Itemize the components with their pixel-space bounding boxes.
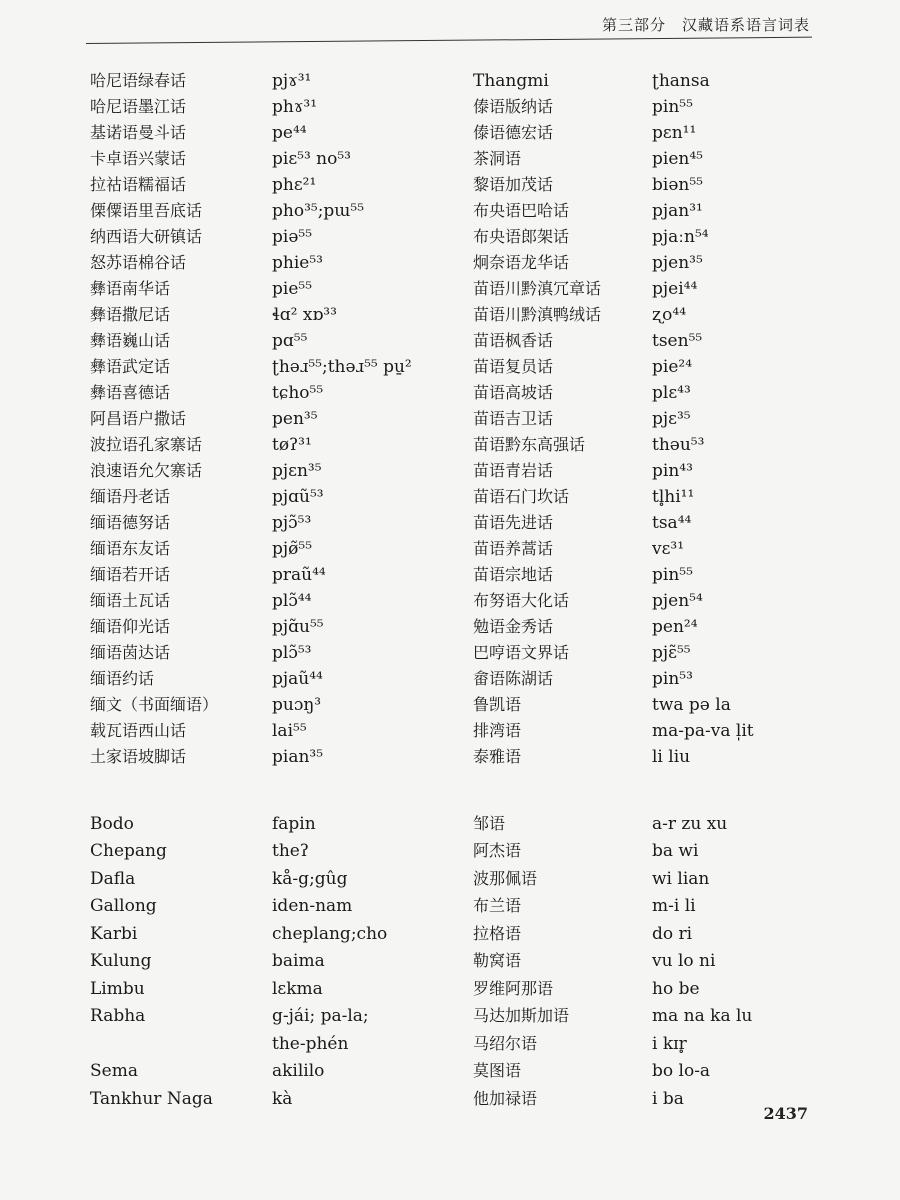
language-name: 缅语仰光话 (90, 617, 171, 636)
language-name: 苗语川黔滇冗章话 (473, 279, 602, 298)
word-form: kà (272, 1088, 293, 1109)
language-name: 波那佩语 (473, 868, 538, 888)
language-name: 载瓦语西山话 (90, 721, 187, 740)
running-header: 第三部分 汉藏语系语言词表 (601, 16, 810, 34)
word-form: tsa⁴⁴ (652, 513, 692, 533)
word-form: baima (272, 951, 325, 971)
word-form: m-i li (652, 896, 696, 916)
word-form: g-jái; pa-la; (272, 1006, 369, 1026)
word-form: phɤ³¹ (272, 97, 318, 117)
language-name: Tankhur Naga (90, 1088, 213, 1109)
language-name: 鲁凯语 (473, 695, 522, 714)
word-form: iden-nam (272, 896, 353, 916)
language-name: Thangmi (473, 71, 549, 91)
language-name: 苗语养蒿话 (473, 539, 554, 558)
language-name: 彝语南华话 (90, 279, 171, 298)
word-form: pie²⁴ (652, 357, 693, 377)
language-name: 布努语大化话 (473, 591, 570, 610)
language-name: 苗语高坡话 (473, 383, 554, 402)
language-name: 苗语石门坎话 (473, 487, 570, 506)
word-form: piɛ⁵³ no⁵³ (272, 149, 351, 169)
language-name: 苗语先进话 (473, 513, 554, 532)
language-name: Kulung (90, 951, 152, 971)
language-name: 缅语若开话 (90, 565, 171, 584)
language-name: 排湾语 (473, 721, 522, 740)
word-form: akililo (272, 1061, 325, 1081)
header-rule (86, 37, 812, 44)
word-form: pjø̃⁵⁵ (272, 539, 313, 559)
word-form: praũ⁴⁴ (272, 565, 326, 585)
language-name: 苗语黔东高强话 (473, 435, 586, 454)
language-name: 苗语枫香话 (473, 331, 554, 350)
word-form: plɔ̃⁵³ (272, 643, 312, 663)
language-name: 苗语吉卫话 (473, 409, 554, 428)
language-name: 彝语武定话 (90, 357, 171, 376)
language-name: 莫图语 (473, 1061, 522, 1080)
word-form: bo lo-a (652, 1061, 711, 1081)
word-form: pjɛ³⁵ (652, 409, 691, 429)
word-form: lai⁵⁵ (272, 721, 307, 741)
word-form: pen²⁴ (652, 617, 698, 637)
word-form: pɛn¹¹ (652, 123, 697, 143)
language-name: Limbu (90, 978, 145, 999)
language-name: 缅语茵达话 (90, 643, 171, 662)
language-name: 傣语德宏话 (473, 123, 554, 142)
word-form: pin⁵⁵ (652, 97, 693, 117)
word-form: tɕho⁵⁵ (272, 383, 324, 403)
language-name: 哈尼语绿春话 (90, 71, 187, 90)
language-name: Rabha (90, 1006, 146, 1026)
language-name: 浪速语允欠寨话 (90, 461, 203, 480)
word-form: the-phén (272, 1033, 349, 1054)
word-form: piə⁵⁵ (272, 227, 313, 247)
language-name: 炯奈语龙华话 (473, 253, 570, 272)
word-form: tøʔ³¹ (272, 435, 312, 455)
word-form: biən⁵⁵ (652, 175, 703, 195)
word-form: wi lian (652, 868, 710, 889)
word-form: fapin (272, 813, 316, 834)
word-form: pho³⁵;pɯ⁵⁵ (272, 201, 365, 221)
word-form: pin⁵³ (652, 669, 693, 689)
word-form: plɛ⁴³ (652, 383, 691, 403)
word-form: pjɔ̃⁵³ (272, 513, 312, 533)
language-name: 土家语坡脚话 (90, 747, 187, 766)
language-name: 阿杰语 (473, 841, 522, 860)
language-name: 缅语土瓦话 (90, 591, 171, 610)
language-name: 阿昌语户撒话 (90, 409, 187, 428)
word-form: tl̥hi¹¹ (652, 487, 695, 507)
word-form: pjɛ̃⁵⁵ (652, 643, 691, 663)
language-name: 布央语巴哈话 (473, 201, 570, 220)
language-name: 缅语约话 (90, 669, 155, 688)
word-form: ʐo⁴⁴ (652, 305, 687, 325)
word-form: twa pə la (652, 695, 731, 715)
word-form: pien⁴⁵ (652, 149, 703, 169)
word-form: pjaːn⁵⁴ (652, 227, 709, 247)
word-form: tsen⁵⁵ (652, 331, 703, 351)
word-form: ma-pa-va l̩it (652, 721, 754, 741)
language-name: 拉格语 (473, 923, 522, 943)
word-form: thəu⁵³ (652, 435, 705, 455)
language-name: 缅语东友话 (90, 539, 171, 558)
word-form: pin⁴³ (652, 461, 693, 481)
word-form: pjɑ̃u⁵⁵ (272, 617, 324, 637)
word-form: ʈhansa (652, 71, 710, 91)
word-form: pjan³¹ (652, 201, 703, 221)
language-name: 他加禄语 (473, 1088, 538, 1108)
language-name: 彝语巍山话 (90, 331, 171, 350)
word-form: plɔ̃⁴⁴ (272, 591, 312, 611)
language-name: Dafla (90, 868, 136, 889)
language-name: 卡卓语兴蒙话 (90, 149, 187, 168)
language-name: Sema (90, 1061, 138, 1081)
language-name: 缅语丹老话 (90, 487, 171, 506)
word-form: pjɑũ⁵³ (272, 487, 324, 507)
language-name: 布兰语 (473, 896, 522, 915)
word-form: lɛkma (272, 978, 323, 999)
language-name: 巴哼语文界话 (473, 643, 570, 662)
word-form: ho be (652, 978, 700, 999)
word-form: a-r zu xu (652, 813, 728, 834)
language-name: 罗维阿那语 (473, 978, 554, 998)
language-name: 波拉语孔家寨话 (90, 435, 203, 454)
language-name: 纳西语大研镇话 (90, 227, 203, 246)
word-form: kå-g;gûg (272, 868, 348, 889)
language-name: 傈僳语里吾底话 (90, 201, 203, 220)
language-name: 傣语版纳话 (473, 97, 554, 116)
language-name: Gallong (90, 896, 157, 916)
language-name: 马绍尔语 (473, 1033, 538, 1053)
language-name: 拉祜语糯福话 (90, 175, 187, 194)
word-form: cheplang;cho (272, 923, 388, 944)
language-name: 苗语复员话 (473, 357, 554, 376)
language-name: 彝语喜德话 (90, 383, 171, 402)
word-form: ba wi (652, 841, 699, 861)
language-name: 苗语宗地话 (473, 565, 554, 584)
word-form: puɔŋ³ (272, 695, 322, 715)
word-form: pɑ⁵⁵ (272, 331, 308, 351)
word-form: phie⁵³ (272, 253, 323, 273)
word-form: pen³⁵ (272, 409, 318, 429)
word-form: ma na ka lu (652, 1006, 753, 1026)
language-name: 彝语撒尼话 (90, 305, 171, 324)
word-form: pjei⁴⁴ (652, 279, 698, 299)
language-name: 布央语郎架话 (473, 227, 570, 246)
language-name: Bodo (90, 813, 134, 834)
language-name: 勒窝语 (473, 951, 522, 970)
language-name: 马达加斯加语 (473, 1006, 570, 1025)
word-form: pjaũ⁴⁴ (272, 669, 323, 689)
word-form: vu lo ni (652, 951, 716, 971)
language-name: 邹语 (473, 813, 506, 833)
word-form: ʈhəɹ⁵⁵;thəɹ⁵⁵ pu̱² (272, 357, 412, 377)
page-number: 2437 (763, 1104, 808, 1123)
word-form: phɛ²¹ (272, 175, 317, 195)
language-name: Karbi (90, 923, 138, 944)
language-name: 基诺语曼斗话 (90, 123, 187, 142)
language-name: 勉语金秀话 (473, 617, 554, 636)
word-form: li liu (652, 747, 691, 767)
language-name: 茶洞语 (473, 149, 522, 168)
language-name: 苗语青岩话 (473, 461, 554, 480)
language-name: Chepang (90, 841, 167, 861)
word-form: pjɤ³¹ (272, 71, 312, 91)
word-form: pian³⁵ (272, 747, 324, 767)
word-form: pe⁴⁴ (272, 123, 307, 143)
word-form: pjen³⁵ (652, 253, 703, 273)
word-form: pin⁵⁵ (652, 565, 693, 585)
word-form: pjen⁵⁴ (652, 591, 703, 611)
word-form: ɬɑ² xɒ³³ (272, 305, 337, 325)
word-form: vɛ³¹ (652, 539, 685, 559)
word-form: pie⁵⁵ (272, 279, 313, 299)
word-form: i kɪr̥ (652, 1033, 687, 1054)
language-name: 泰雅语 (473, 747, 522, 766)
word-form: i ba (652, 1088, 684, 1109)
language-name: 黎语加茂话 (473, 175, 554, 194)
language-name: 缅文（书面缅语） (90, 695, 219, 714)
word-form: theʔ (272, 841, 309, 861)
language-name: 怒苏语棉谷话 (90, 253, 187, 272)
language-name: 畲语陈湖话 (473, 669, 554, 688)
word-form: pjɛn³⁵ (272, 461, 322, 481)
language-name: 缅语德努话 (90, 513, 171, 532)
language-name: 苗语川黔滇鸭绒话 (473, 305, 602, 324)
word-form: do ri (652, 923, 693, 944)
language-name: 哈尼语墨江话 (90, 97, 187, 116)
